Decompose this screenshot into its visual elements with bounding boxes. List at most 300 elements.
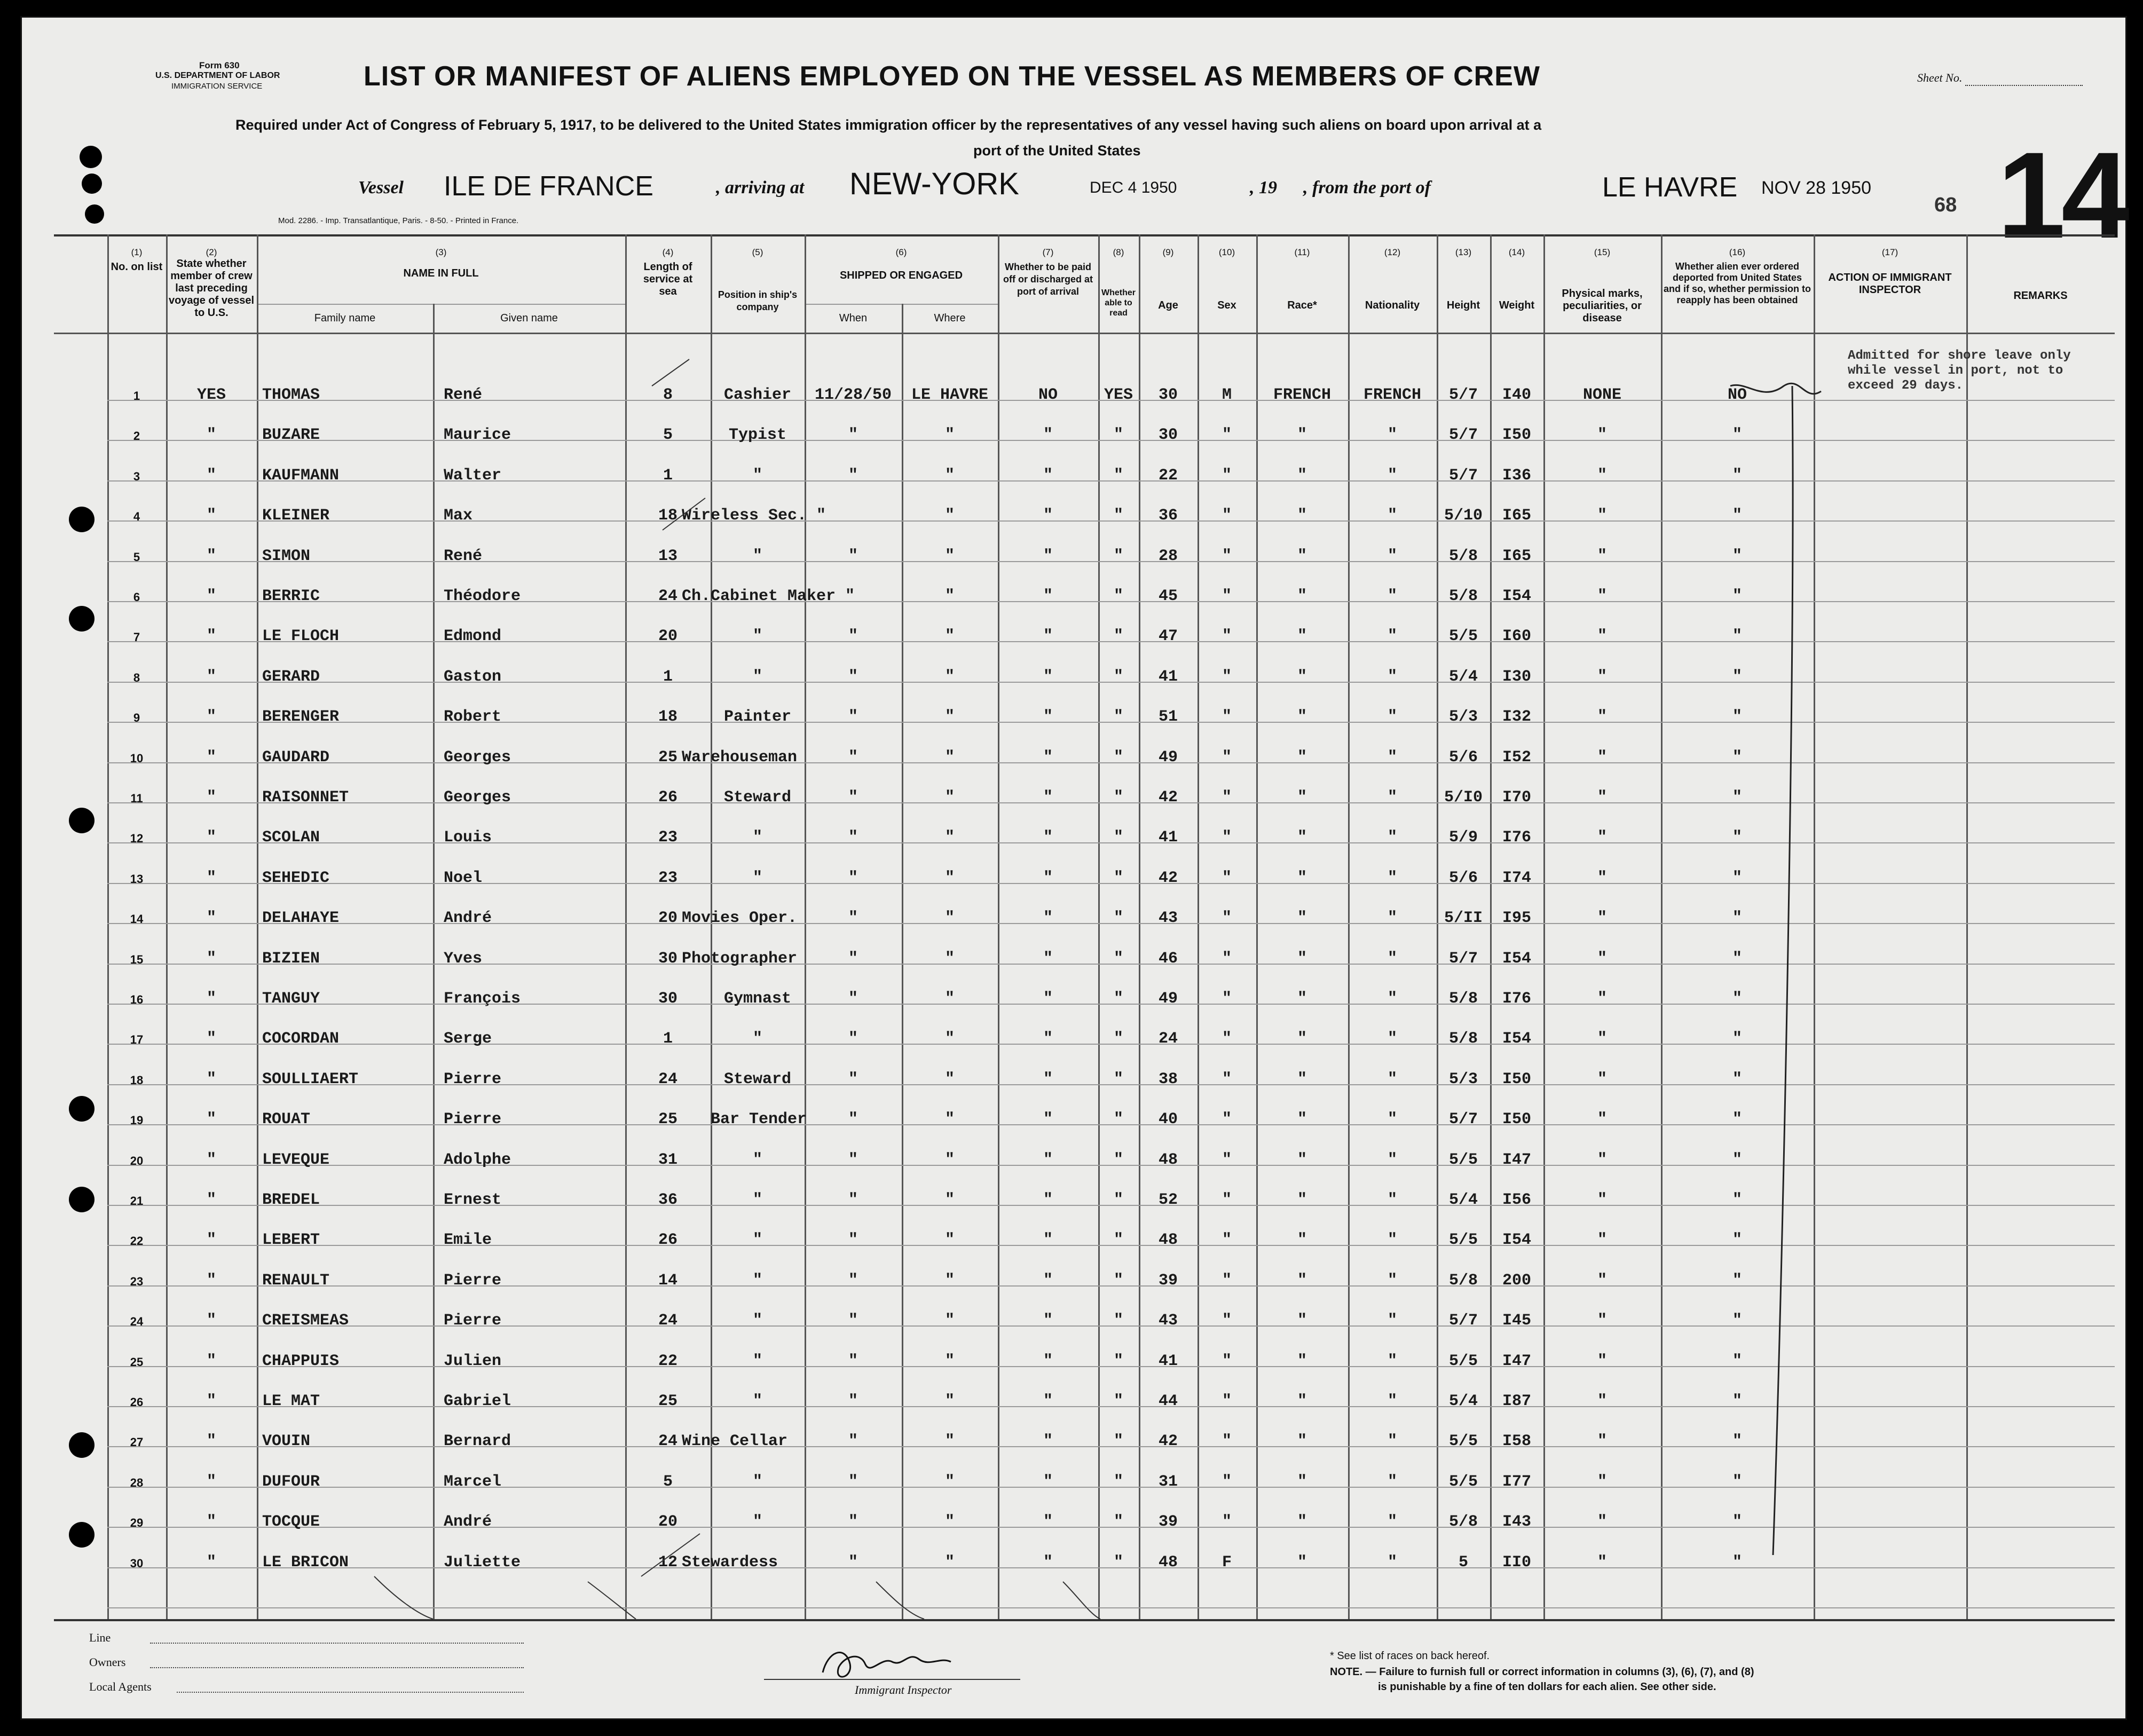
cell-read: "	[1113, 1070, 1123, 1088]
cell-deported: "	[1732, 1272, 1742, 1290]
cell-where: "	[944, 1030, 955, 1048]
cell-position: Cashier	[723, 386, 792, 404]
cell-sex: M	[1222, 386, 1232, 404]
cell-service: 25	[658, 1110, 677, 1129]
cell-weight: I76	[1502, 990, 1531, 1008]
remark-shore-leave: Admitted for shore leave only while vessel in port, not to exceed 29 days.	[1848, 349, 2071, 393]
cell-weight: II0	[1502, 1553, 1531, 1572]
cell-where: "	[944, 990, 955, 1008]
cell-nat: "	[1387, 748, 1397, 767]
cell-marks: "	[1597, 627, 1607, 645]
cell-age: 36	[1158, 507, 1178, 525]
cell-given: André	[444, 909, 492, 927]
row-number: 6	[133, 590, 140, 604]
cell-position: Stewardess	[682, 1553, 778, 1572]
cell-weight: I54	[1502, 1231, 1531, 1249]
cell-given: André	[444, 1513, 492, 1531]
cell-last: "	[206, 1110, 216, 1129]
vessel-name: ILE DE FRANCE	[444, 171, 653, 202]
cell-given: Georges	[444, 748, 511, 767]
col14-number: (14)	[1508, 247, 1525, 257]
table-bottom-rule	[54, 1619, 2115, 1621]
cell-race: "	[1297, 1432, 1307, 1450]
cell-family: SEHEDIC	[262, 869, 330, 887]
cell-age: 48	[1158, 1151, 1178, 1169]
cell-where: "	[944, 1352, 955, 1370]
cell-when: "	[848, 828, 858, 847]
row-rule	[107, 1607, 2115, 1608]
col10-number: (10)	[1218, 247, 1235, 257]
col1-number: (1)	[131, 247, 143, 257]
cell-nat: "	[1387, 627, 1397, 645]
cell-where: "	[944, 587, 955, 605]
cell-nat: "	[1387, 828, 1397, 847]
cell-family: RENAULT	[262, 1272, 330, 1290]
cell-height: 5/8	[1448, 1513, 1478, 1531]
col-paid-off-header: Whether to be paid off or discharged at port of arrival	[1003, 262, 1093, 297]
cell-last: YES	[196, 386, 226, 404]
cell-read: "	[1113, 547, 1123, 565]
inspector-line	[764, 1679, 1020, 1680]
cell-marks: "	[1597, 467, 1607, 485]
cell-paid: "	[1043, 1392, 1053, 1410]
cell-weight: I65	[1502, 547, 1531, 565]
column-divider	[1966, 234, 1968, 1619]
cell-paid: "	[1043, 909, 1053, 927]
cell-height: 5/5	[1448, 1352, 1478, 1370]
cell-deported: "	[1732, 467, 1742, 485]
col-no-on-list-header: No. on list	[111, 261, 163, 273]
cell-given: Noel	[444, 869, 483, 887]
cell-race: "	[1297, 1070, 1307, 1088]
line-label: Line	[89, 1631, 111, 1644]
cell-position: "	[752, 1473, 762, 1491]
cell-deported: "	[1732, 748, 1742, 767]
manifest-sheet	[20, 16, 2127, 1720]
cell-paid: "	[1043, 547, 1053, 565]
cell-position: "	[752, 1272, 762, 1290]
cell-family: DUFOUR	[262, 1473, 320, 1491]
cell-age: 48	[1158, 1231, 1178, 1249]
cell-age: 45	[1158, 587, 1178, 605]
cell-when: "	[848, 909, 858, 927]
cell-when: "	[848, 1151, 858, 1169]
cell-nat: "	[1387, 1553, 1397, 1572]
cell-last: "	[206, 1432, 216, 1450]
row-number: 2	[133, 429, 140, 443]
cell-read: "	[1113, 950, 1123, 968]
column-divider	[257, 234, 258, 1619]
cell-paid: "	[1043, 467, 1053, 485]
cell-age: 31	[1158, 1473, 1178, 1491]
cell-read: "	[1113, 1231, 1123, 1249]
cell-race: "	[1297, 467, 1307, 485]
cell-service: 20	[658, 627, 677, 645]
cell-weight: I70	[1502, 788, 1531, 807]
cell-last: "	[206, 668, 216, 686]
cell-read: "	[1113, 788, 1123, 807]
cell-marks: "	[1597, 708, 1607, 726]
cell-family: BERRIC	[262, 587, 320, 605]
cell-height: 5/7	[1448, 1110, 1478, 1129]
cell-paid: "	[1043, 1272, 1053, 1290]
col-remarks-header: REMARKS	[2013, 290, 2068, 302]
cell-deported: "	[1732, 1231, 1742, 1249]
cell-weight: I76	[1502, 828, 1531, 847]
cell-marks: "	[1597, 1191, 1607, 1209]
cell-weight: I45	[1502, 1312, 1531, 1330]
cell-paid: NO	[1038, 386, 1058, 404]
row-number: 28	[130, 1476, 144, 1489]
cell-service: 1	[663, 1030, 673, 1048]
cell-sex: "	[1222, 1272, 1232, 1290]
binder-hole	[80, 146, 102, 168]
cell-marks: "	[1597, 990, 1607, 1008]
cell-paid: "	[1043, 1432, 1053, 1450]
cell-where: "	[944, 1312, 955, 1330]
cell-height: 5/5	[1448, 1151, 1478, 1169]
cell-deported: "	[1732, 788, 1742, 807]
required-act-text-2: port of the United States	[973, 143, 1141, 159]
cell-when: "	[848, 1312, 858, 1330]
cell-given: Emile	[444, 1231, 492, 1249]
cell-read: "	[1113, 990, 1123, 1008]
cell-nat: FRENCH	[1363, 386, 1422, 404]
cell-sex: "	[1222, 1191, 1232, 1209]
cell-last: "	[206, 828, 216, 847]
cell-read: "	[1113, 1272, 1123, 1290]
cell-paid: "	[1043, 1070, 1053, 1088]
cell-race: "	[1297, 1312, 1307, 1330]
cell-weight: I50	[1502, 1070, 1531, 1088]
cell-nat: "	[1387, 1272, 1397, 1290]
cell-sex: "	[1222, 507, 1232, 525]
cell-sex: "	[1222, 1392, 1232, 1410]
cell-age: 44	[1158, 1392, 1178, 1410]
cell-marks: "	[1597, 1110, 1607, 1129]
cell-deported: "	[1732, 990, 1742, 1008]
cell-deported: "	[1732, 1312, 1742, 1330]
cell-given: Robert	[444, 708, 502, 726]
cell-read: "	[1113, 828, 1123, 847]
cell-when: "	[848, 668, 858, 686]
cell-when: "	[848, 1110, 858, 1129]
cell-sex: "	[1222, 587, 1232, 605]
cell-deported: "	[1732, 627, 1742, 645]
cell-family: SCOLAN	[262, 828, 320, 847]
row-number: 5	[133, 550, 140, 564]
cell-marks: "	[1597, 1030, 1607, 1048]
department-label: U.S. DEPARTMENT OF LABOR	[155, 71, 280, 80]
stamp-number: 68	[1934, 194, 1957, 216]
cell-race: "	[1297, 1473, 1307, 1491]
cell-where: "	[944, 627, 955, 645]
races-note: * See list of races on back hereof.	[1330, 1650, 1490, 1662]
cell-given: Adolphe	[444, 1151, 511, 1169]
cell-nat: "	[1387, 1070, 1397, 1088]
cell-weight: 200	[1502, 1272, 1531, 1290]
cell-weight: I54	[1502, 1030, 1531, 1048]
cell-service: 20	[658, 909, 677, 927]
cell-family: TOCQUE	[262, 1513, 320, 1531]
cell-when: "	[848, 1030, 858, 1048]
cell-service: 18	[658, 507, 677, 525]
cell-sex: "	[1222, 1110, 1232, 1129]
cell-height: 5/5	[1448, 1473, 1478, 1491]
cell-read: "	[1113, 909, 1123, 927]
cell-when: "	[848, 990, 858, 1008]
cell-sex: "	[1222, 909, 1232, 927]
cell-race: "	[1297, 869, 1307, 887]
cell-height: 5/3	[1448, 1070, 1478, 1088]
cell-race: "	[1297, 708, 1307, 726]
cell-age: 22	[1158, 467, 1178, 485]
cell-given: Ernest	[444, 1191, 502, 1209]
col17-number: (17)	[1881, 247, 1898, 257]
cell-sex: "	[1222, 1473, 1232, 1491]
cell-service: 30	[658, 950, 677, 968]
cell-nat: "	[1387, 668, 1397, 686]
cell-race: "	[1297, 1553, 1307, 1572]
cell-given: Julien	[444, 1352, 502, 1370]
cell-position: "	[752, 668, 762, 686]
cell-when: "	[848, 627, 858, 645]
cell-position: "	[752, 1312, 762, 1330]
cell-position: Steward	[723, 1070, 792, 1088]
cell-given: Gabriel	[444, 1392, 511, 1410]
cell-sex: "	[1222, 1231, 1232, 1249]
cell-weight: I30	[1502, 668, 1531, 686]
row-number: 27	[130, 1435, 144, 1449]
cell-deported: "	[1732, 828, 1742, 847]
cell-read: "	[1113, 668, 1123, 686]
cell-service: 36	[658, 1191, 677, 1209]
col-race-header: Race*	[1287, 299, 1317, 311]
cell-last: "	[206, 1151, 216, 1169]
cell-when: "	[848, 748, 858, 767]
row-number: 8	[133, 671, 140, 684]
cell-family: ROUAT	[262, 1110, 311, 1129]
cell-sex: "	[1222, 990, 1232, 1008]
cell-given: René	[444, 386, 483, 404]
cell-height: 5/4	[1448, 1191, 1478, 1209]
cell-given: Georges	[444, 788, 511, 807]
cell-position: Steward	[723, 788, 792, 807]
cell-last: "	[206, 1392, 216, 1410]
col-family-name-header: Family name	[314, 312, 376, 324]
cell-weight: I56	[1502, 1191, 1531, 1209]
cell-nat: "	[1387, 1473, 1397, 1491]
cell-paid: "	[1043, 587, 1053, 605]
row-number: 26	[130, 1395, 144, 1409]
cell-family: THOMAS	[262, 386, 320, 404]
cell-race: "	[1297, 547, 1307, 565]
cell-height: 5/6	[1448, 869, 1478, 887]
row-number: 25	[130, 1355, 144, 1369]
cell-marks: "	[1597, 1432, 1607, 1450]
form-number: Form 630	[199, 60, 240, 70]
cell-deported: "	[1732, 869, 1742, 887]
cell-where: "	[944, 668, 955, 686]
cell-last: "	[206, 1272, 216, 1290]
cell-age: 49	[1158, 990, 1178, 1008]
cell-paid: "	[1043, 828, 1053, 847]
cell-read: "	[1113, 1352, 1123, 1370]
cell-age: 42	[1158, 869, 1178, 887]
cell-paid: "	[1043, 1312, 1053, 1330]
cell-position: Photographer	[682, 950, 798, 968]
cell-where: "	[944, 708, 955, 726]
cell-last: "	[206, 547, 216, 565]
cell-read: YES	[1104, 386, 1133, 404]
cell-service: 12	[658, 1553, 677, 1572]
cell-age: 42	[1158, 1432, 1178, 1450]
cell-position: Warehouseman	[682, 748, 798, 767]
cell-age: 38	[1158, 1070, 1178, 1088]
cell-deported: "	[1732, 1513, 1742, 1531]
sheet-number-handwritten: 14	[1997, 127, 2125, 264]
binder-hole	[85, 204, 104, 224]
cell-when: "	[848, 1392, 858, 1410]
cell-when: "	[848, 467, 858, 485]
cell-height: 5/9	[1448, 828, 1478, 847]
col-shipped-header: SHIPPED OR ENGAGED	[839, 270, 963, 281]
cell-family: BERENGER	[262, 708, 340, 726]
cell-race: "	[1297, 909, 1307, 927]
binder-hole	[82, 173, 102, 194]
cell-paid: "	[1043, 1231, 1053, 1249]
cell-nat: "	[1387, 1432, 1397, 1450]
cell-given: René	[444, 547, 483, 565]
cell-height: 5/8	[1448, 1030, 1478, 1048]
cell-sex: "	[1222, 748, 1232, 767]
cell-position: "	[752, 547, 762, 565]
vessel-label: Vessel	[358, 178, 404, 198]
col11-number: (11)	[1294, 247, 1310, 257]
cell-service: 26	[658, 788, 677, 807]
cell-when: "	[848, 950, 858, 968]
cell-height: 5/7	[1448, 467, 1478, 485]
row-number: 16	[130, 993, 144, 1006]
cell-position: Ch.Cabinet Maker "	[682, 587, 855, 605]
cell-height: 5/10	[1444, 507, 1483, 525]
cell-weight: I50	[1502, 1110, 1531, 1129]
cell-nat: "	[1387, 1231, 1397, 1249]
cell-deported: "	[1732, 668, 1742, 686]
sheet-no-line	[1965, 85, 2083, 86]
cell-marks: "	[1597, 1473, 1607, 1491]
cell-where: "	[944, 909, 955, 927]
cell-race: "	[1297, 1151, 1307, 1169]
cell-position: "	[752, 1231, 762, 1249]
cell-last: "	[206, 1231, 216, 1249]
cell-paid: "	[1043, 1151, 1053, 1169]
cell-read: "	[1113, 627, 1123, 645]
row-number: 17	[130, 1033, 144, 1046]
cell-read: "	[1113, 1392, 1123, 1410]
cell-where: "	[944, 1191, 955, 1209]
row-number: 7	[133, 630, 140, 644]
col-name-header: NAME IN FULL	[403, 267, 479, 279]
col-length-service-header: Length of service at sea	[643, 261, 693, 297]
cell-age: 47	[1158, 627, 1178, 645]
cell-where: "	[944, 547, 955, 565]
cell-age: 49	[1158, 748, 1178, 767]
cell-marks: "	[1597, 507, 1607, 525]
cell-last: "	[206, 1030, 216, 1048]
cell-read: "	[1113, 1553, 1123, 1572]
cell-where: "	[944, 1553, 955, 1572]
col-nationality-header: Nationality	[1365, 299, 1420, 311]
cell-race: "	[1297, 1513, 1307, 1531]
cell-deported: "	[1732, 1030, 1742, 1048]
cell-service: 5	[663, 426, 673, 444]
binder-hole	[69, 606, 94, 632]
cell-given: Louis	[444, 828, 492, 847]
sheet-no-label: Sheet No.	[1917, 71, 1963, 84]
row-number: 30	[130, 1557, 144, 1570]
cell-service: 24	[658, 1312, 677, 1330]
col-given-name-header: Given name	[500, 312, 558, 324]
cell-height: 5	[1458, 1553, 1468, 1572]
cell-deported: "	[1732, 1191, 1742, 1209]
cell-age: 52	[1158, 1191, 1178, 1209]
required-act-text: Required under Act of Congress of February 5, 1917, to be delivered to the United States immigration officer by the representatives of any vessel having such aliens on board upon arrival at a	[235, 117, 1542, 133]
col-physical-marks-header: Physical marks, peculiarities, or disease	[1562, 288, 1643, 324]
cell-given: Pierre	[444, 1110, 502, 1129]
cell-where: "	[944, 1272, 955, 1290]
cell-when: "	[848, 426, 858, 444]
cell-deported: "	[1732, 1151, 1742, 1169]
cell-nat: "	[1387, 1110, 1397, 1129]
cell-deported: "	[1732, 1392, 1742, 1410]
cell-family: CREISMEAS	[262, 1312, 349, 1330]
name-subheader-rule	[257, 304, 625, 305]
cell-race: "	[1297, 426, 1307, 444]
cell-read: "	[1113, 1030, 1123, 1048]
cell-when: 11/28/50	[814, 386, 892, 404]
owners-label: Owners	[89, 1655, 126, 1669]
cell-when: "	[848, 869, 858, 887]
cell-position: "	[752, 1151, 762, 1169]
cell-marks: "	[1597, 1231, 1607, 1249]
cell-family: GERARD	[262, 668, 320, 686]
col16-number: (16)	[1729, 247, 1746, 257]
cell-nat: "	[1387, 507, 1397, 525]
col2-number: (2)	[206, 247, 217, 257]
cell-read: "	[1113, 1110, 1123, 1129]
cell-when: "	[848, 1473, 858, 1491]
cell-where: "	[944, 467, 955, 485]
cell-age: 42	[1158, 788, 1178, 807]
cell-where: "	[944, 507, 955, 525]
cell-service: 5	[663, 1473, 673, 1491]
row-number: 29	[130, 1516, 144, 1529]
cell-last: "	[206, 1070, 216, 1088]
cell-sex: "	[1222, 467, 1232, 485]
col-height-header: Height	[1446, 299, 1480, 311]
cell-sex: "	[1222, 1030, 1232, 1048]
year-label: , 19	[1250, 178, 1277, 198]
cell-service: 24	[658, 587, 677, 605]
cell-last: "	[206, 1352, 216, 1370]
row-number: 23	[130, 1275, 144, 1288]
cell-marks: "	[1597, 1070, 1607, 1088]
cell-age: 41	[1158, 1352, 1178, 1370]
cell-sex: "	[1222, 1513, 1232, 1531]
arrival-date-stamp: DEC 4 1950	[1090, 179, 1177, 196]
cell-read: "	[1113, 507, 1123, 525]
